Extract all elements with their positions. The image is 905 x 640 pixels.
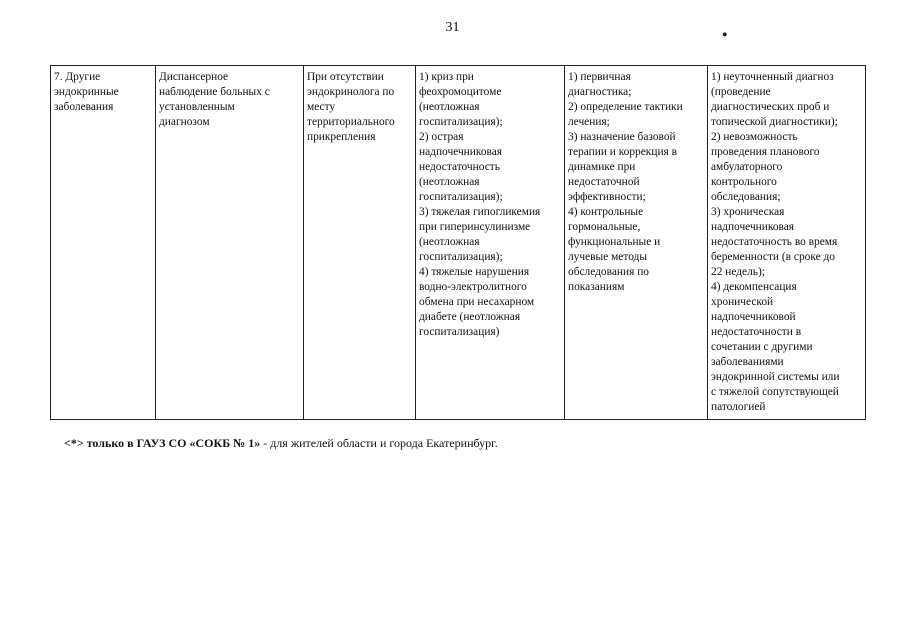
cell-condition — [304, 66, 416, 420]
cell-text-line: 4) декомпенсация — [711, 281, 797, 293]
cell-text-line: заболеваниями — [711, 356, 784, 368]
footnote-marker: <*> — [64, 436, 84, 450]
cell-text-line: диагностических проб и — [711, 101, 830, 113]
page-number: 31 — [445, 20, 460, 35]
cell-text-line: беременности (в сроке до — [711, 251, 835, 263]
cell-text-line: 4) контрольные — [568, 206, 644, 218]
cell-text-line: недостаточность — [419, 161, 500, 173]
cell-text-line: феохромоцитоме — [419, 86, 502, 98]
cell-care-type — [156, 66, 304, 420]
cell-text-line: 2) острая — [419, 131, 464, 143]
cell-text-line: контрольного — [711, 176, 777, 188]
cell-text-line: недостаточность во время — [711, 236, 838, 248]
cell-text-line: заболевания — [54, 101, 114, 113]
cell-text-line: 3) хроническая — [711, 206, 785, 218]
cell-text-line: эффективности; — [568, 191, 646, 203]
cell-text-line: (неотложная — [419, 101, 480, 113]
cell-text-line: 1) криз при — [419, 71, 474, 83]
cell-text-line: надпочечниковая — [711, 221, 795, 233]
cell-text-line: недостаточности в — [711, 326, 802, 338]
cell-text-line: гормональные, — [568, 221, 641, 233]
cell-text-line: наблюдение больных с — [159, 86, 270, 98]
cell-text-line: с тяжелой сопутствующей — [711, 386, 839, 398]
cell-text-line: обследования; — [711, 191, 781, 203]
stray-mark: • — [722, 27, 728, 44]
cell-text-line: Диспансерное — [159, 71, 229, 83]
cell-text-line: 1) первичная — [568, 71, 631, 83]
cell-text-line: функциональные и — [568, 236, 661, 248]
cell-text-line: сочетании с другими — [711, 341, 813, 353]
cell-text-line: эндокринолога по — [307, 86, 395, 98]
cell-text-line: госпитализация); — [419, 191, 503, 203]
cell-text-line: лучевые методы — [568, 251, 648, 263]
cell-consultation-goals — [565, 66, 708, 420]
cell-text-line: 3) назначение базовой — [568, 131, 676, 143]
cell-text-line: эндокринной системы или — [711, 371, 840, 383]
cell-text-line: 2) определение тактики — [568, 101, 683, 113]
cell-text-line: обследования по — [568, 266, 649, 278]
cell-text-line: показаниям — [568, 281, 625, 293]
cell-text-line: месту — [307, 101, 336, 113]
cell-text-line: (неотложная — [419, 236, 480, 248]
footnote-text: - для жителей области и города Екатеринбург. — [260, 436, 498, 450]
cell-text-line: диабете (неотложная — [419, 311, 521, 323]
cell-text-line: при гиперинсулинизме — [419, 221, 531, 233]
cell-text-line: (проведение — [711, 86, 771, 98]
cell-text-line: амбулаторного — [711, 161, 783, 173]
cell-text-line: 3) тяжелая гипогликемия — [419, 206, 541, 218]
cell-text-line: обмена при несахарном — [419, 296, 535, 308]
cell-text-line: территориального — [307, 116, 395, 128]
cell-text-line: госпитализация); — [419, 251, 503, 263]
cell-text-line: 2) невозможность — [711, 131, 798, 143]
cell-disease-group — [51, 66, 156, 420]
cell-text-line: лечения; — [568, 116, 610, 128]
cell-text-line: 22 недель); — [711, 266, 765, 278]
cell-emergency-indications — [416, 66, 565, 420]
referral-table — [50, 65, 866, 420]
cell-text-line: госпитализация) — [419, 326, 500, 338]
cell-text-line: топической диагностики); — [711, 116, 838, 128]
footnote-institution: только в ГАУЗ СО «СОКБ № 1» — [83, 436, 261, 450]
table-row — [51, 66, 866, 420]
cell-text-line: патологией — [711, 401, 766, 413]
cell-hospital-indications — [708, 66, 866, 420]
cell-text-line: хронической — [711, 296, 774, 308]
footnote — [64, 436, 498, 451]
cell-text-line: терапии и коррекция в — [568, 146, 678, 158]
cell-text-line: госпитализация); — [419, 116, 503, 128]
cell-text-line: При отсутствии — [307, 71, 384, 83]
cell-text-line: (неотложная — [419, 176, 480, 188]
cell-text-line: 7. Другие — [54, 71, 101, 83]
cell-text-line: 4) тяжелые нарушения — [419, 266, 530, 278]
cell-text-line: установленным — [159, 101, 235, 113]
cell-text-line: динамике при — [568, 161, 636, 173]
cell-text-line: эндокринные — [54, 86, 119, 98]
cell-text-line: надпочечниковой — [711, 311, 796, 323]
cell-text-line: водно-электролитного — [419, 281, 527, 293]
cell-text-line: диагнозом — [159, 116, 210, 128]
cell-text-line: надпочечниковая — [419, 146, 503, 158]
cell-text-line: диагностика; — [568, 86, 632, 98]
cell-text-line: проведения планового — [711, 146, 820, 158]
cell-text-line: 1) неуточненный диагноз — [711, 71, 834, 83]
cell-text-line: недостаточной — [568, 176, 640, 188]
cell-text-line: прикрепления — [307, 131, 376, 143]
